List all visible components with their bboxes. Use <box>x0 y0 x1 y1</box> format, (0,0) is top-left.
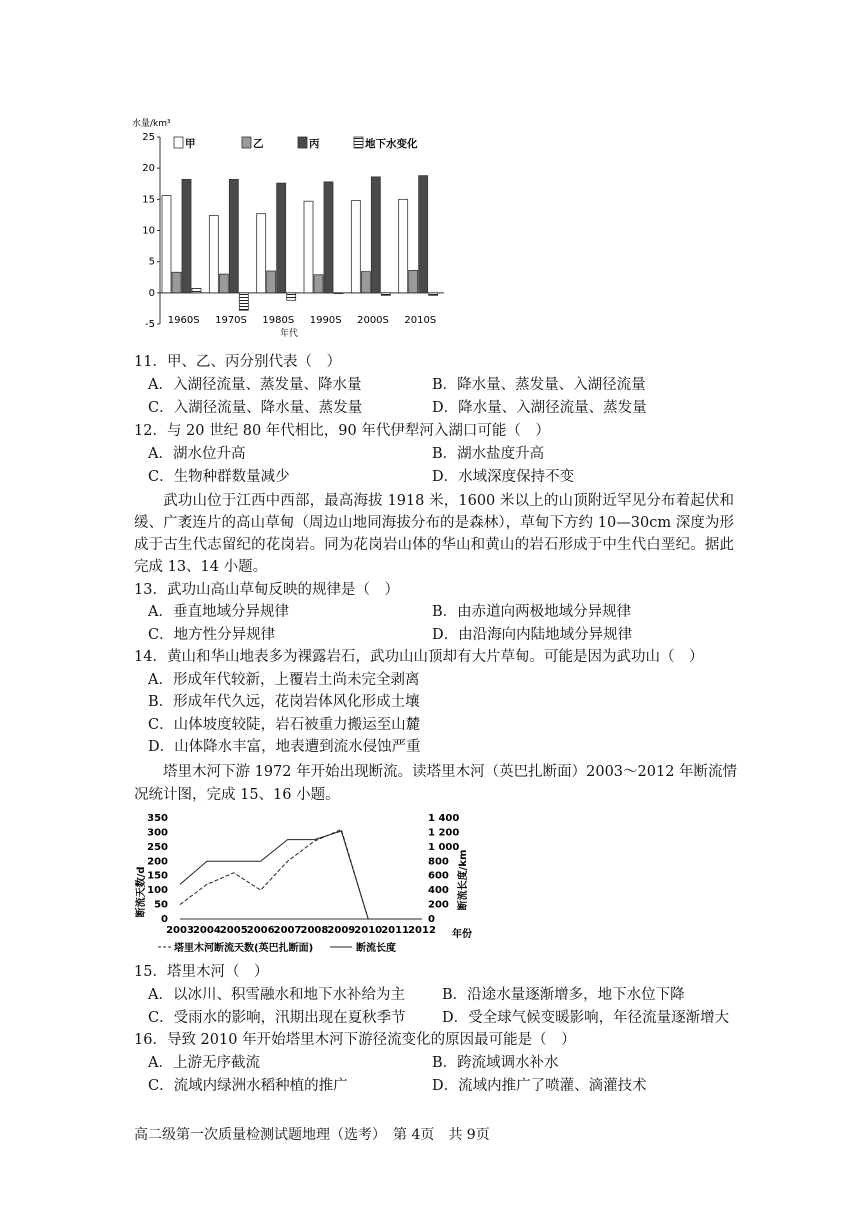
chart1-bar <box>162 196 171 293</box>
q11-option-c[interactable]: C．入湖径流量、降水量、蒸发量 <box>148 400 363 416</box>
q15-option-d[interactable]: D．受全球气候变暖影响，年径流量逐渐增大 <box>442 1010 730 1026</box>
chart2-line-length <box>180 831 422 919</box>
chart1-xtick-label: 1980S <box>262 315 295 326</box>
chart2-ytick-left: 100 <box>147 885 168 897</box>
q14-stem: 14．黄山和华山地表多为裸露岩石，武功山山顶却有大片草甸。可能是因为武功山（ ） <box>134 649 704 665</box>
chart1-bar <box>324 182 333 293</box>
chart1-xtick-label: 2010S <box>404 315 437 326</box>
chart2-x-suffix: 年份 <box>452 929 472 940</box>
q16-option-a[interactable]: A．上游无序截流 <box>148 1055 260 1071</box>
chart1-ytick-label: -5 <box>145 319 155 330</box>
chart1-bar <box>239 293 248 310</box>
chart1-bar <box>219 274 228 293</box>
chart2-ytick-right: 1 400 <box>428 813 460 824</box>
chart1-ytick-label: 20 <box>142 163 155 175</box>
q16-option-b[interactable]: B．跨流域调水补水 <box>432 1055 559 1071</box>
chart1-bar <box>182 179 191 292</box>
chart1-bar <box>192 288 201 292</box>
chart1-legend-label: 地下水变化 <box>365 138 418 150</box>
chart1-bar <box>257 214 266 293</box>
chart1-bar <box>381 293 390 295</box>
chart1-legend-swatch <box>354 137 363 148</box>
chart1-legend-label: 丙 <box>309 138 320 150</box>
chart2-ylabel-left: 断流天数/d <box>136 866 147 918</box>
chart2-xtick-label: 2011 <box>381 925 410 936</box>
chart2-xtick-label: 2012 <box>408 925 436 936</box>
q13-stem: 13．武功山高山草甸反映的规律是（ ） <box>134 582 399 598</box>
chart1-ytick-label: 5 <box>148 256 155 268</box>
q14-option-a[interactable]: A．形成年代较新，上覆岩土尚未完全剥离 <box>148 672 420 688</box>
chart1-xtick-label: 2000S <box>357 315 389 326</box>
chart1-bar <box>351 201 360 293</box>
chart1-bar <box>267 271 276 293</box>
chart1-xtick-label: 1990S <box>309 315 342 326</box>
chart1-ytick-label: 0 <box>148 287 155 299</box>
chart1-bar <box>209 216 218 293</box>
q14-option-c[interactable]: C．山体坡度较陡，岩石被重力搬运至山麓 <box>148 717 421 733</box>
q12-option-c[interactable]: C．生物种群数量减少 <box>148 469 290 485</box>
chart2-xtick-label: 2009 <box>327 925 356 936</box>
chart2-ytick-right: 800 <box>428 856 449 868</box>
chart2-xtick-label: 2003 <box>166 925 194 936</box>
chart2-xtick-label: 2006 <box>246 925 275 936</box>
chart2-xtick-label: 2007 <box>273 925 302 936</box>
chart1-bar <box>371 177 380 293</box>
chart2-legend-days: 塔里木河断流天数(英巴扎断面) <box>174 943 314 954</box>
q13-option-a[interactable]: A．垂直地域分异规律 <box>148 604 289 620</box>
chart2-ytick-right: 600 <box>428 870 449 882</box>
chart1-legend-swatch <box>174 137 183 148</box>
chart2-ytick-right: 1 200 <box>428 827 460 839</box>
q12-option-a[interactable]: A．湖水位升高 <box>148 446 246 462</box>
chart2-ytick-left: 0 <box>161 914 168 925</box>
q16-option-c[interactable]: C．流域内绿洲水稻种植的推广 <box>148 1078 348 1094</box>
chart1-ytick-label: 10 <box>142 225 155 237</box>
q15-option-a[interactable]: A．以冰川、积雪融水和地下水补给为主 <box>148 987 405 1003</box>
chart1-bar <box>287 293 296 300</box>
q12-option-b[interactable]: B．湖水盐度升高 <box>432 446 545 462</box>
q15-stem: 15．塔里木河（ ） <box>134 964 269 980</box>
water-balance-bar-chart <box>128 110 448 342</box>
chart2-ytick-left: 300 <box>147 827 168 839</box>
q12-stem: 12．与 20 世纪 80 年代相比，90 年代伊犁河入湖口可能（ ） <box>134 423 550 439</box>
q11-stem: 11．甲、乙、丙分别代表（ ） <box>134 354 341 370</box>
chart2-ytick-left: 350 <box>147 813 168 824</box>
chart1-xtick-label: 1970S <box>215 315 247 326</box>
page-footer: 高二级第一次质量检测试题地理（选考） 第 4页 共 9页 <box>134 1127 490 1143</box>
q15-option-c[interactable]: C．受雨水的影响，汛期出现在夏秋季节 <box>148 1010 406 1026</box>
q11-option-d[interactable]: D．降水量、入湖径流量、蒸发量 <box>432 400 647 416</box>
chart1-ylabel: 水量/km³ <box>132 119 171 129</box>
passage-tarim-line2: 况统计图，完成 15、16 小题。 <box>134 787 340 803</box>
q13-option-b[interactable]: B．由赤道向两极地域分异规律 <box>432 604 632 620</box>
chart2-legend <box>158 941 396 954</box>
chart1-bar <box>277 183 286 293</box>
chart1-xlabel: 年代 <box>280 329 299 339</box>
q14-option-b[interactable]: B．形成年代久远，花岗岩体风化形成土壤 <box>148 694 420 710</box>
chart2-xtick-label: 2008 <box>300 925 329 936</box>
chart2-xtick-label: 2010 <box>354 925 383 936</box>
chart1-xtick-label: 1960S <box>167 315 200 326</box>
passage-wugongshan: 武功山位于江西中西部，最高海拔 1918 米，1600 米以上的山顶附近罕见分布着起伏和缓、广袤连片的高山草甸（周边山地同海拔分布的是森林），草甸下方约 10—30cm 深度为形成于古生代志留纪的花岗岩。同为花岗岩山体的华山和黄山的岩石形成于中生代白垩纪。据此完成 13、14 小题。 <box>134 493 734 575</box>
q11-option-a[interactable]: A．入湖径流量、蒸发量、降水量 <box>148 377 362 393</box>
q15-option-b[interactable]: B．沿途水量逐渐增多，地下水位下降 <box>442 987 685 1003</box>
q12-option-d[interactable]: D．水域深度保持不变 <box>432 469 575 485</box>
chart1-bar <box>334 293 343 294</box>
tarim-dryup-line-chart <box>130 808 500 954</box>
passage-tarim-line1: 塔里木河下游 1972 年开始出现断流。读塔里木河（英巴扎断面）2003～2012 年断流情 <box>134 764 738 780</box>
chart1-bar <box>304 201 313 293</box>
chart1-bar <box>399 199 408 293</box>
chart2-ytick-left: 50 <box>154 899 168 911</box>
q16-option-d[interactable]: D．流域内推广了喷灌、滴灌技术 <box>432 1078 647 1094</box>
chart1-legend-swatch <box>242 137 251 148</box>
chart2-ytick-left: 200 <box>147 856 168 868</box>
chart2-line-days <box>180 830 422 919</box>
chart2-ytick-right: 0 <box>428 914 435 925</box>
chart1-bar <box>229 179 238 292</box>
q13-option-c[interactable]: C．地方性分异规律 <box>148 627 276 643</box>
chart1-legend-swatch <box>298 137 307 148</box>
chart2-xtick-label: 2004 <box>192 925 221 936</box>
chart2-xtick-label: 2005 <box>219 925 248 936</box>
chart1-bar <box>429 293 438 295</box>
chart2-ytick-left: 250 <box>147 841 168 853</box>
chart1-bar <box>419 176 428 293</box>
chart2-legend-length: 断流长度 <box>356 943 396 954</box>
chart1-bar <box>409 270 418 292</box>
chart1-bar <box>361 272 370 293</box>
chart2-ytick-right: 400 <box>428 885 449 897</box>
chart2-ytick-left: 150 <box>147 870 168 882</box>
chart2-ylabel-right: 断流长度/km <box>458 849 469 911</box>
chart1-legend-label: 甲 <box>185 138 196 150</box>
chart1-ytick-label: 15 <box>142 194 155 206</box>
chart1-bar <box>172 272 181 293</box>
chart1-bar <box>314 275 323 293</box>
q13-option-d[interactable]: D．由沿海向内陆地域分异规律 <box>432 627 633 643</box>
q16-stem: 16．导致 2010 年开始塔里木河下游径流变化的原因最可能是（ ） <box>134 1032 576 1048</box>
chart1-legend-label: 乙 <box>253 138 264 150</box>
q14-option-d[interactable]: D．山体降水丰富，地表遭到流水侵蚀严重 <box>148 739 421 755</box>
chart1-ytick-label: 25 <box>142 132 155 143</box>
chart2-ytick-right: 200 <box>428 899 449 911</box>
q11-option-b[interactable]: B．降水量、蒸发量、入湖径流量 <box>432 377 646 393</box>
chart2-ytick-right: 1 000 <box>428 841 460 853</box>
